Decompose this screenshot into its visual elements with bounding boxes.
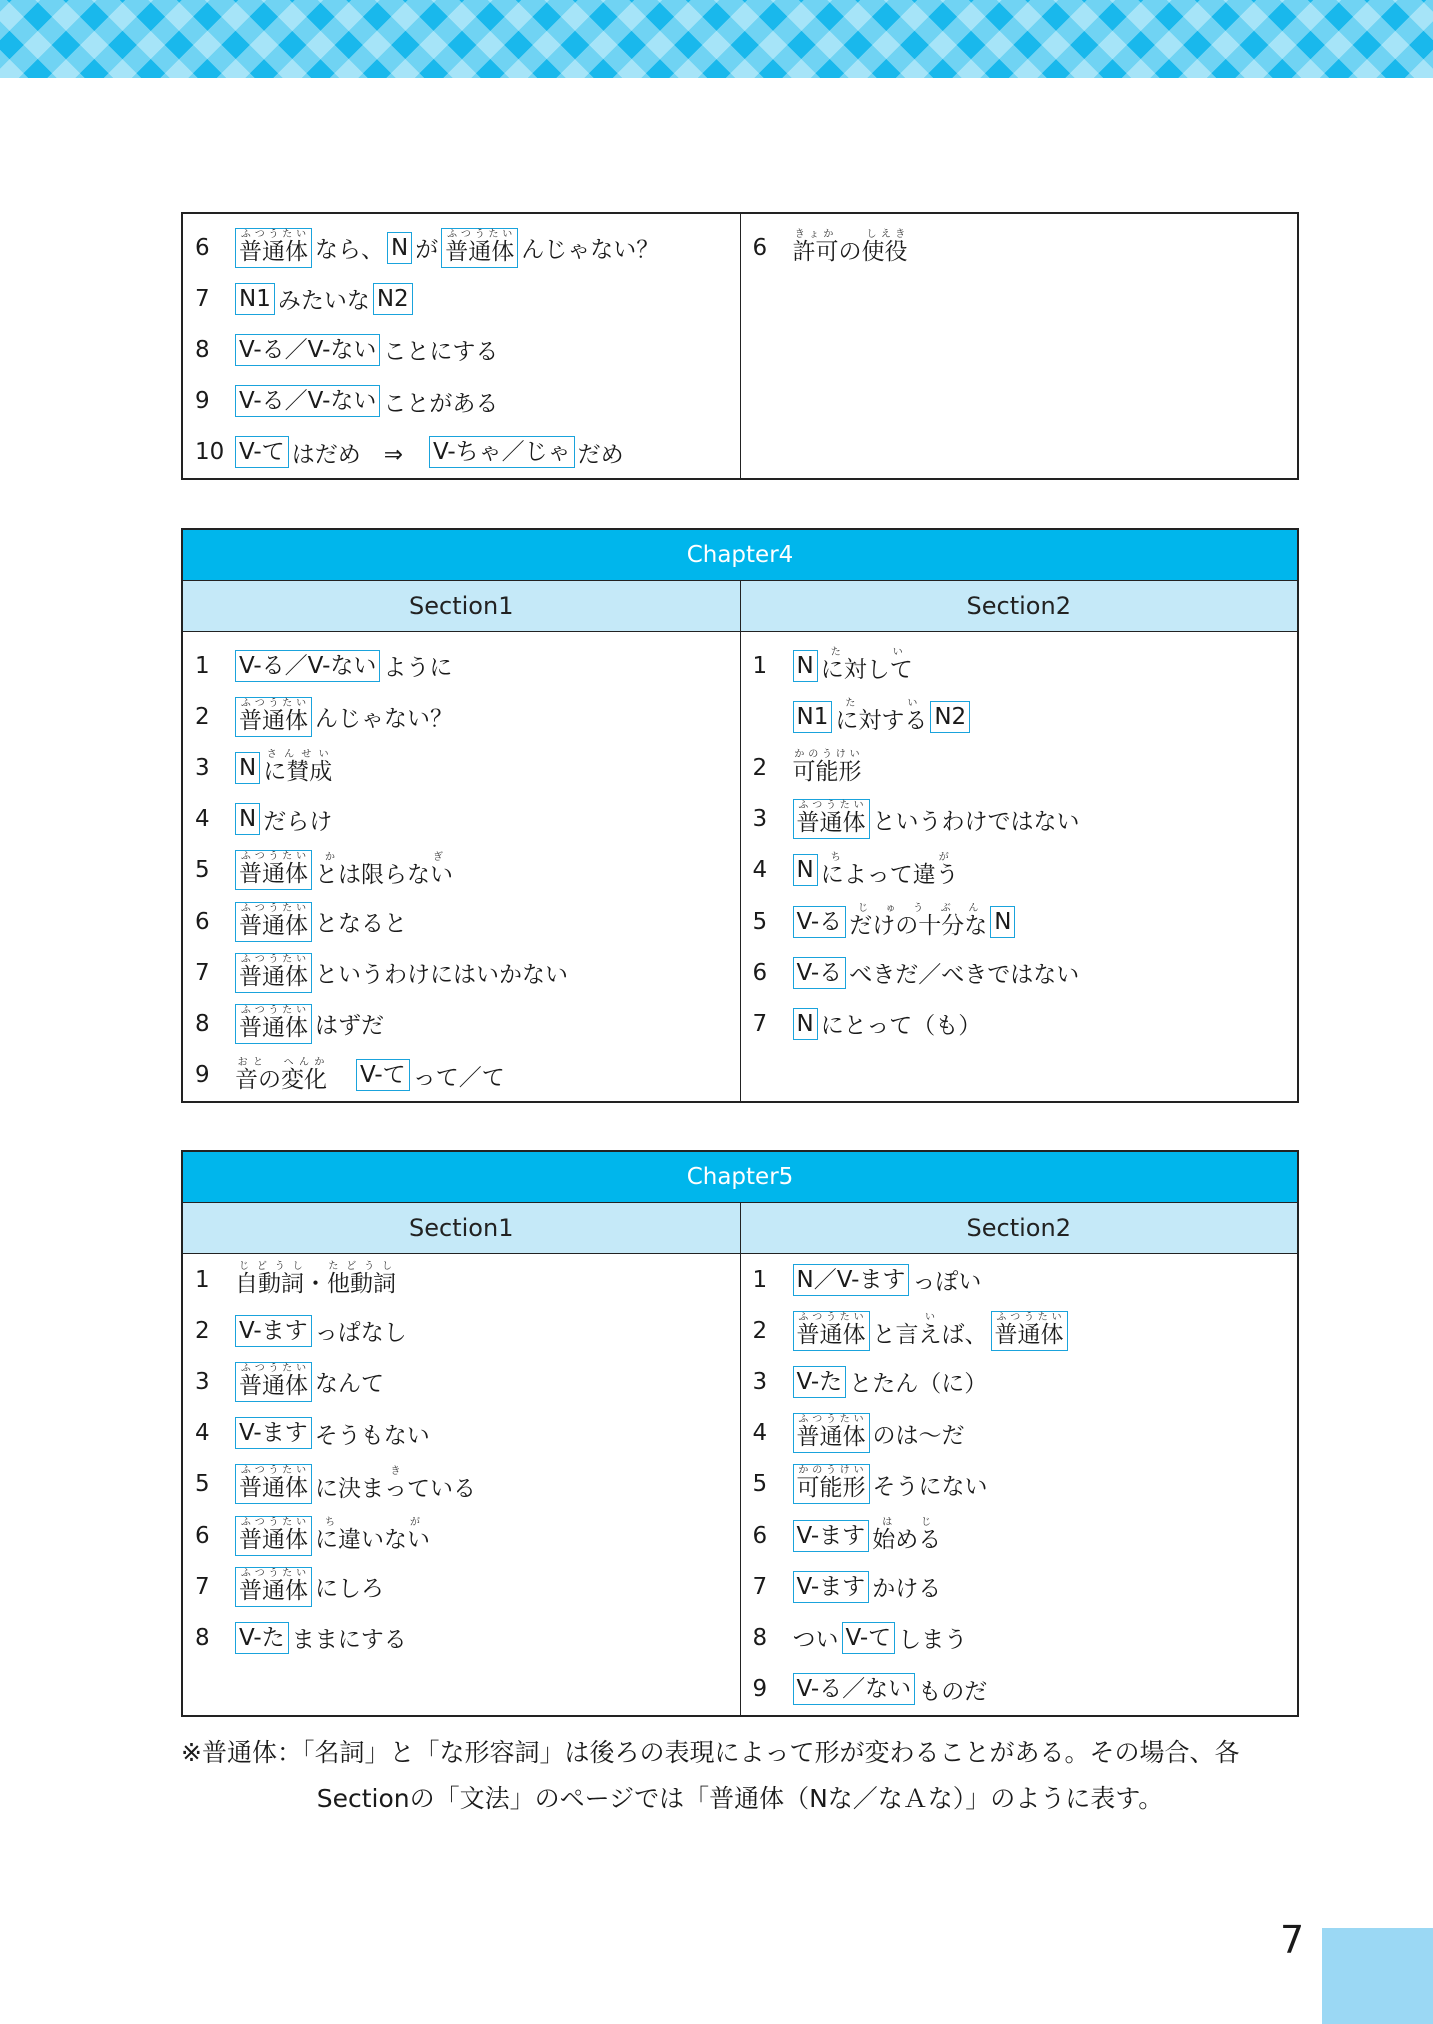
item-number: 2 <box>752 1317 768 1344</box>
grammar-item-row <box>753 1305 1298 1356</box>
grammar-text: はずだ <box>315 1013 384 1040</box>
item-number: 4 <box>752 857 768 884</box>
item-number: 1 <box>195 1266 210 1293</box>
grammar-item-row <box>753 1356 1298 1407</box>
grammar-text: そうもない <box>314 1422 430 1449</box>
item-number: 9 <box>195 1062 210 1089</box>
grammar-item-row <box>753 947 1298 998</box>
item-number: 9 <box>752 1676 768 1703</box>
grammar-item-row <box>753 1612 1298 1663</box>
item-number: 6 <box>195 908 210 935</box>
grammar-text: 可能形かのうけい <box>792 749 862 786</box>
furigana: ふつうたい <box>239 851 308 863</box>
grammar-item-row <box>195 1408 740 1459</box>
pattern-box: 普通体ふつうたい <box>991 1311 1068 1351</box>
item-number: 6 <box>752 234 768 261</box>
grammar-text: だめ <box>577 441 624 468</box>
grammar-text: しまう <box>898 1627 968 1654</box>
item-number: 8 <box>752 1624 768 1651</box>
pattern-box: V-て <box>235 436 289 468</box>
grammar-item-row <box>195 1612 740 1663</box>
grammar-item-row <box>195 998 740 1049</box>
item-number: 5 <box>195 1471 210 1498</box>
item-number: 9 <box>195 388 210 415</box>
furigana: ふつうたい <box>239 228 308 240</box>
pattern-box: N <box>235 752 260 784</box>
pattern-box: N／V-ます <box>793 1264 910 1296</box>
pattern-box: N <box>793 854 818 886</box>
pattern-box: 普通体ふつうたい <box>235 1567 312 1607</box>
pattern-box: V-ます <box>235 1315 312 1347</box>
footnote-line-1: ※普通体：「名詞」と「な形容詞」は後ろの表現によって形が変わることがある。その場合、各 <box>181 1738 1240 1767</box>
grammar-text: んじゃない？ <box>315 706 453 733</box>
furigana: かぎ <box>315 851 453 863</box>
item-number: 6 <box>752 959 768 986</box>
furigana: はじ <box>872 1517 942 1529</box>
footnote-line-2: Sectionの「文法」のページでは「普通体（Nな／なＡな）」のように表す。 <box>316 1784 1164 1813</box>
grammar-item-row <box>753 691 1298 742</box>
pattern-box: V-ます <box>793 1571 870 1603</box>
grammar-item-row <box>753 1254 1298 1305</box>
grammar-item-row <box>753 1561 1298 1612</box>
grammar-text: ままにする <box>291 1627 407 1654</box>
grammar-item-row <box>753 998 1298 1049</box>
pattern-box: V-て <box>842 1622 896 1654</box>
furigana: ふつうたい <box>239 953 308 965</box>
furigana: たい <box>820 647 913 659</box>
furigana: い <box>872 1312 988 1324</box>
item-number: 5 <box>752 908 768 935</box>
item-number: 7 <box>195 285 210 312</box>
item-number: 7 <box>195 1573 210 1600</box>
pattern-box: V-る／V-ない <box>235 385 380 417</box>
pattern-box: 普通体ふつうたい <box>235 902 312 942</box>
furigana: ふつうたい <box>239 902 308 914</box>
furigana: ちが <box>820 851 959 863</box>
item-number: 8 <box>195 1010 210 1037</box>
grammar-item-row <box>195 691 740 742</box>
chapter-title: Chapter5 <box>183 1152 1297 1203</box>
pattern-box: V-ます <box>793 1520 870 1552</box>
grammar-text: みたいな <box>277 288 370 315</box>
furigana: ふつうたい <box>796 800 866 812</box>
grammar-text: に違いないちが <box>315 1517 430 1554</box>
page-number: 7 <box>1280 1918 1305 1962</box>
pattern-box: 可能形かのうけい <box>793 1464 870 1504</box>
pattern-box: 普通体ふつうたい <box>793 1413 870 1453</box>
item-number: 7 <box>752 1573 768 1600</box>
chapter3-continuation-table <box>181 212 1299 480</box>
item-number: 3 <box>195 754 210 781</box>
grammar-item-row <box>753 1510 1298 1561</box>
grammar-text: とたん（に） <box>849 1371 988 1398</box>
grammar-item-row <box>195 742 740 793</box>
chapter4-table <box>181 528 1299 1103</box>
grammar-text: だけの十分なじゅうぶん <box>849 903 988 940</box>
pattern-box: V-て <box>356 1059 410 1091</box>
section1-column <box>183 1254 741 1715</box>
pattern-box: 普通体ふつうたい <box>235 1464 312 1504</box>
grammar-item-row <box>753 1408 1298 1459</box>
pattern-box: N2 <box>930 701 970 733</box>
item-number: 2 <box>195 703 210 730</box>
grammar-text: って／て <box>412 1064 505 1091</box>
grammar-text: というわけではない <box>872 808 1080 835</box>
pattern-box: 普通体ふつうたい <box>235 953 312 993</box>
section1-header: Section1 <box>183 581 741 631</box>
section2-header: Section2 <box>966 1214 1071 1242</box>
pattern-box: V-る <box>793 906 847 938</box>
furigana: きょか しえき <box>792 229 908 241</box>
item-number: 5 <box>195 857 210 884</box>
page-corner-tab <box>1322 1928 1433 2024</box>
pattern-box: N <box>387 232 412 264</box>
pattern-box: N <box>235 803 260 835</box>
grammar-text <box>330 1059 353 1092</box>
pattern-box: N <box>793 650 818 682</box>
grammar-item-row <box>195 273 740 324</box>
furigana: かのうけい <box>796 1465 866 1477</box>
grammar-item-row <box>753 742 1298 793</box>
chapter-title: Chapter4 <box>183 530 1297 581</box>
furigana: ちが <box>315 1517 430 1529</box>
grammar-text: に対するたい <box>835 698 928 735</box>
grammar-item-row <box>195 427 740 478</box>
item-number: 6 <box>195 1522 210 1549</box>
furigana: ふつうたい <box>796 1311 866 1323</box>
pattern-box: V-る／V-ない <box>235 650 380 682</box>
pattern-box: 普通体ふつうたい <box>441 228 518 268</box>
grammar-item-row <box>195 947 740 998</box>
grammar-text: だらけ <box>263 808 333 835</box>
furigana: さんせい <box>263 749 333 761</box>
furigana: たい <box>835 698 928 710</box>
grammar-text: 自動詞・他動詞じどうし たどうし <box>235 1261 396 1298</box>
item-number: 4 <box>195 806 210 833</box>
pattern-box: 普通体ふつうたい <box>235 1516 312 1556</box>
header-pattern-band <box>0 0 1433 78</box>
chapter5-table <box>181 1150 1299 1717</box>
furigana: じどうし たどうし <box>235 1261 396 1273</box>
grammar-item-row <box>195 1356 740 1407</box>
furigana: じゅうぶん <box>849 903 988 915</box>
pattern-box: V-る／V-ない <box>235 334 380 366</box>
pattern-box: N <box>990 906 1015 938</box>
item-number: 1 <box>752 652 768 679</box>
grammar-text: に対してたい <box>820 647 913 684</box>
item-number: 10 <box>195 439 225 466</box>
grammar-item-row <box>195 896 740 947</box>
item-number: 1 <box>752 1266 768 1293</box>
section-headers <box>183 581 1297 632</box>
grammar-text: にとって（も） <box>820 1013 982 1040</box>
grammar-text: に決まっているき <box>315 1465 476 1502</box>
grammar-text: となると <box>315 911 407 938</box>
grammar-item-row <box>195 640 740 691</box>
section2-column <box>741 1254 1298 1715</box>
grammar-item-row <box>753 896 1298 947</box>
grammar-text: そうにない <box>872 1473 988 1500</box>
furigana: ふつうたい <box>796 1414 866 1426</box>
furigana: ふつうたい <box>994 1311 1064 1323</box>
grammar-text: 音の変化おと へんか <box>235 1056 327 1093</box>
grammar-text: 許可の使役きょか しえき <box>792 229 908 266</box>
grammar-item-row <box>195 1254 740 1305</box>
furigana: ふつうたい <box>239 1465 308 1477</box>
grammar-item-row <box>195 1305 740 1356</box>
section-headers <box>183 1203 1297 1254</box>
item-number: 4 <box>752 1420 768 1447</box>
grammar-text: に賛成さんせい <box>263 749 333 786</box>
grammar-text: かける <box>872 1576 942 1603</box>
section1-header: Section1 <box>183 1203 741 1253</box>
grammar-text: なんて <box>315 1371 384 1398</box>
grammar-text: つい <box>792 1627 839 1654</box>
grammar-text: なら、 <box>315 237 384 264</box>
grammar-text: というわけにはいかない <box>315 962 568 989</box>
furigana: ふつうたい <box>239 1004 308 1016</box>
grammar-text: はだめ ⇒ <box>291 441 426 468</box>
grammar-item-row <box>195 1561 740 1612</box>
pattern-box: V-ちゃ／じゃ <box>429 436 575 468</box>
grammar-item-row <box>753 1459 1298 1510</box>
item-number: 4 <box>195 1420 210 1447</box>
item-number: 2 <box>752 754 768 781</box>
grammar-item-row <box>195 1050 740 1101</box>
pattern-box: N <box>793 1008 818 1040</box>
pattern-box: 普通体ふつうたい <box>235 1004 312 1044</box>
item-number: 2 <box>195 1317 210 1344</box>
furigana: ふつうたい <box>239 1516 308 1528</box>
pattern-box: N1 <box>235 283 275 315</box>
grammar-text: が <box>415 237 439 264</box>
grammar-item-row <box>195 324 740 375</box>
item-number: 1 <box>195 652 210 679</box>
item-number: 7 <box>752 1010 768 1037</box>
grammar-text: んじゃない？ <box>521 237 660 264</box>
pattern-box: V-る <box>793 957 847 989</box>
item-number: 6 <box>195 234 210 261</box>
item-number: 3 <box>752 806 768 833</box>
section2-header: Section2 <box>966 592 1071 620</box>
furigana: かのうけい <box>792 749 862 761</box>
grammar-text: っぽい <box>912 1269 982 1296</box>
item-number: 3 <box>195 1368 210 1395</box>
section1-column <box>183 632 741 1101</box>
grammar-item-row <box>195 222 740 273</box>
pattern-box: 普通体ふつうたい <box>793 1311 870 1351</box>
grammar-item-row <box>753 640 1298 691</box>
pattern-box: V-ます <box>235 1417 312 1449</box>
pattern-box: N2 <box>373 283 413 315</box>
pattern-box: 普通体ふつうたい <box>235 697 312 737</box>
grammar-text: べきだ／べきではない <box>849 962 1080 989</box>
pattern-box: V-る／ない <box>793 1673 916 1705</box>
grammar-text: とは限らないかぎ <box>315 851 453 888</box>
furigana: ふつうたい <box>239 697 308 709</box>
footnote <box>181 1730 1299 1822</box>
grammar-item-row <box>195 794 740 845</box>
pattern-box: N1 <box>793 701 833 733</box>
item-number: 6 <box>752 1522 768 1549</box>
grammar-text: と言えば、い <box>872 1312 988 1349</box>
grammar-item-row <box>195 845 740 896</box>
grammar-text: ものだ <box>918 1678 988 1705</box>
furigana: き <box>315 1465 476 1477</box>
grammar-text: ように <box>383 655 453 682</box>
furigana: ふつうたい <box>239 1567 308 1579</box>
item-number: 8 <box>195 1624 210 1651</box>
grammar-text: によって違うちが <box>820 851 959 888</box>
grammar-item-row <box>753 222 1298 273</box>
furigana: おと へんか <box>235 1056 327 1068</box>
item-number: 3 <box>752 1368 768 1395</box>
furigana: ふつうたい <box>445 228 515 240</box>
furigana: ふつうたい <box>239 1362 308 1374</box>
grammar-item-row <box>753 794 1298 845</box>
grammar-item-row <box>195 1459 740 1510</box>
section2-column <box>741 214 1298 478</box>
grammar-item-row <box>753 845 1298 896</box>
item-number: 5 <box>752 1471 768 1498</box>
pattern-box: V-た <box>793 1366 847 1398</box>
grammar-item-row <box>195 1510 740 1561</box>
pattern-box: 普通体ふつうたい <box>235 1362 312 1402</box>
item-number: 7 <box>195 959 210 986</box>
section1-column <box>183 214 741 478</box>
grammar-text: ことがある <box>383 390 499 417</box>
grammar-item-row <box>753 1664 1298 1715</box>
section2-column <box>741 632 1298 1101</box>
pattern-box: V-た <box>235 1622 289 1654</box>
pattern-box: 普通体ふつうたい <box>235 228 312 268</box>
grammar-text: のは～だ <box>872 1422 965 1449</box>
pattern-box: 普通体ふつうたい <box>793 799 870 839</box>
grammar-text: にしろ <box>315 1576 384 1603</box>
grammar-text: 始めるはじ <box>872 1517 942 1554</box>
grammar-text: っぱなし <box>314 1320 407 1347</box>
pattern-box: 普通体ふつうたい <box>235 850 312 890</box>
grammar-text: ことにする <box>383 339 499 366</box>
item-number: 8 <box>195 336 210 363</box>
grammar-item-row <box>195 376 740 427</box>
